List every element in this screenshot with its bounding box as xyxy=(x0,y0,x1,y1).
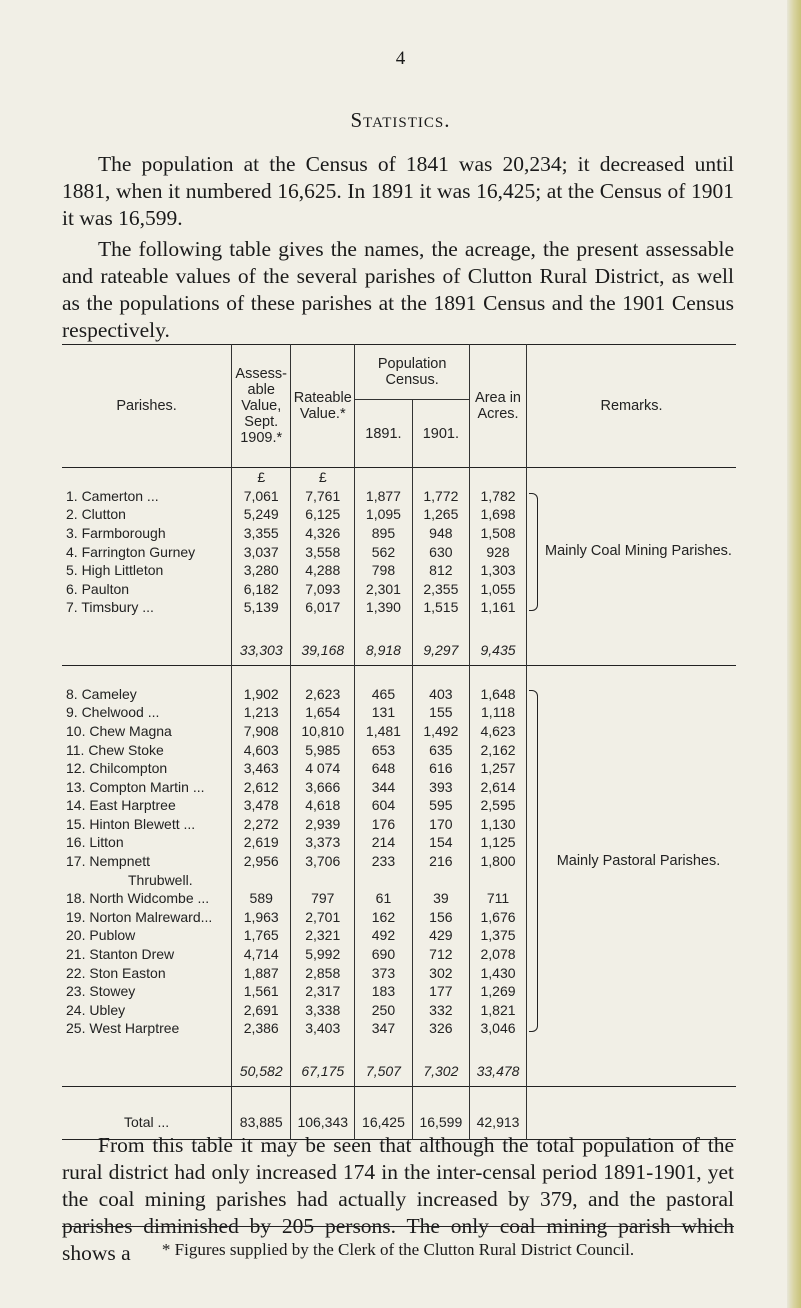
cell-pop1901: 403 xyxy=(412,684,469,703)
table-row xyxy=(62,487,736,506)
subtotal-area: 9,435 xyxy=(470,635,527,665)
cell-assessable: 2,386 xyxy=(232,1019,291,1038)
cell-assessable: 1,765 xyxy=(232,926,291,945)
section-heading: Statistics. xyxy=(350,108,451,132)
header-parishes: Parishes. xyxy=(116,398,177,414)
cell-rateable: 7,761 xyxy=(291,487,355,506)
parish-name: 15. Hinton Blewett ... xyxy=(66,815,196,832)
cell-rateable: 4 074 xyxy=(291,759,355,778)
cell-area: 1,161 xyxy=(470,598,527,617)
cell-pop1901: 1,492 xyxy=(412,722,469,741)
cell-rateable: 7,093 xyxy=(291,580,355,599)
cell-assessable: 2,612 xyxy=(232,777,291,796)
cell-rateable: 3,373 xyxy=(291,833,355,852)
cell-pop1891: 690 xyxy=(355,945,412,964)
parish-name: 1. Camerton ... xyxy=(66,487,159,504)
cell-pop1891: 604 xyxy=(355,796,412,815)
currency-symbol: £ xyxy=(291,468,355,487)
cell-pop1891: 1,481 xyxy=(355,722,412,741)
parish-name: 6. Paulton xyxy=(66,580,130,597)
cell-assessable: 6,182 xyxy=(232,580,291,599)
parish-name: 13. Compton Martin ... xyxy=(66,778,205,795)
cell-assessable: 1,561 xyxy=(232,982,291,1001)
cell-pop1891: 653 xyxy=(355,740,412,759)
subtotal-label xyxy=(62,635,232,665)
cell-area: 2,595 xyxy=(470,796,527,815)
cell-pop1901: 712 xyxy=(412,945,469,964)
cell-pop1891: 2,301 xyxy=(355,580,412,599)
cell-pop1891: 233 xyxy=(355,852,412,871)
header-remarks: Remarks. xyxy=(526,345,736,468)
cell-assessable: 3,355 xyxy=(232,524,291,543)
cell-rateable: 10,810 xyxy=(291,722,355,741)
parish-name: Thrubwell. xyxy=(128,871,193,888)
parish-name: 3. Farmborough xyxy=(66,525,166,542)
cell-assessable: 2,272 xyxy=(232,815,291,834)
cell-pop1901: 2,355 xyxy=(412,580,469,599)
parish-name: 17. Nempnett xyxy=(66,853,151,870)
cell-pop1891: 1,390 xyxy=(355,598,412,617)
cell-area: 3,046 xyxy=(470,1019,527,1038)
table-row xyxy=(62,684,736,703)
cell-pop1901: 177 xyxy=(412,982,469,1001)
subtotal-pop1901: 7,302 xyxy=(412,1056,469,1086)
cell-area: 2,614 xyxy=(470,777,527,796)
cell-assessable: 3,463 xyxy=(232,759,291,778)
cell-pop1901: 332 xyxy=(412,1001,469,1020)
cell-rateable: 4,618 xyxy=(291,796,355,815)
cell-pop1901: 39 xyxy=(412,889,469,908)
cell-assessable: 1,887 xyxy=(232,963,291,982)
cell-area: 4,623 xyxy=(470,722,527,741)
cell-rateable xyxy=(291,870,355,889)
parish-name: 8. Cameley xyxy=(66,685,137,702)
cell-assessable: 5,249 xyxy=(232,505,291,524)
brace-icon xyxy=(529,493,538,611)
parish-name: 10. Chew Magna xyxy=(66,722,172,739)
total-assessable: 83,885 xyxy=(232,1105,291,1139)
cell-rateable: 4,288 xyxy=(291,561,355,580)
cell-rateable: 3,558 xyxy=(291,542,355,561)
cell-rateable: 4,326 xyxy=(291,524,355,543)
parish-name: 23. Stowey xyxy=(66,983,136,1000)
cell-area: 1,257 xyxy=(470,759,527,778)
cell-pop1901: 326 xyxy=(412,1019,469,1038)
remark-empty xyxy=(526,635,736,665)
cell-pop1901: 630 xyxy=(412,542,469,561)
cell-area: 1,269 xyxy=(470,982,527,1001)
cell-rateable: 3,666 xyxy=(291,777,355,796)
cell-rateable: 2,939 xyxy=(291,815,355,834)
coal-subtotal-row xyxy=(62,635,736,665)
cell-area: 1,055 xyxy=(470,580,527,599)
page-edge xyxy=(787,0,801,1308)
parish-statistics-table xyxy=(62,344,736,1140)
parish-name: 11. Chew Stoke xyxy=(66,741,164,758)
cell-rateable: 3,338 xyxy=(291,1001,355,1020)
cell-pop1901: 635 xyxy=(412,740,469,759)
cell-pop1891: 176 xyxy=(355,815,412,834)
cell-pop1891: 648 xyxy=(355,759,412,778)
cell-area: 2,078 xyxy=(470,945,527,964)
cell-pop1901: 216 xyxy=(412,852,469,871)
pastoral-subtotal-row xyxy=(62,1056,736,1086)
remark-coal xyxy=(526,487,736,617)
total-area: 42,913 xyxy=(470,1105,527,1139)
cell-rateable: 5,985 xyxy=(291,740,355,759)
cell-pop1901: 1,265 xyxy=(412,505,469,524)
parish-name: 19. Norton Malreward... xyxy=(66,908,213,925)
cell-area: 1,698 xyxy=(470,505,527,524)
cell-area: 1,821 xyxy=(470,1001,527,1020)
cell-pop1891: 798 xyxy=(355,561,412,580)
cell-rateable: 3,403 xyxy=(291,1019,355,1038)
cell-pop1891: 131 xyxy=(355,703,412,722)
cell-area: 1,648 xyxy=(470,684,527,703)
cell-pop1901: 948 xyxy=(412,524,469,543)
cell-pop1901: 429 xyxy=(412,926,469,945)
cell-area: 1,676 xyxy=(470,908,527,927)
cell-pop1891: 895 xyxy=(355,524,412,543)
cell-area: 1,375 xyxy=(470,926,527,945)
cell-pop1891: 214 xyxy=(355,833,412,852)
cell-pop1891: 1,877 xyxy=(355,487,412,506)
cell-area: 1,782 xyxy=(470,487,527,506)
header-pop-1891: 1891. xyxy=(355,400,412,468)
cell-assessable: 3,037 xyxy=(232,542,291,561)
currency-symbol: £ xyxy=(232,468,291,487)
conclusion-paragraph: From this table it may be seen that although the total population of the rural district had only increased 174 in the inter-censal period 1891-1901, yet the coal mining parishes had actually increased by 379, and the pastoral parishes diminished by 205 persons. The only coal mining parish which shows a xyxy=(62,1133,734,1265)
cell-pop1901: 616 xyxy=(412,759,469,778)
parish-name: 24. Ubley xyxy=(66,1001,126,1018)
cell-area: 1,508 xyxy=(470,524,527,543)
cell-assessable: 1,902 xyxy=(232,684,291,703)
subtotal-label xyxy=(62,1056,232,1086)
cell-pop1901: 156 xyxy=(412,908,469,927)
remark-text: Mainly Pastoral Parishes. xyxy=(556,852,721,869)
parish-name: 18. North Widcombe ... xyxy=(66,890,210,907)
brace-icon xyxy=(529,690,538,1031)
cell-pop1891: 492 xyxy=(355,926,412,945)
total-pop1891: 16,425 xyxy=(355,1105,412,1139)
remark-text: Mainly Coal Mining Parishes. xyxy=(545,543,732,560)
cell-rateable: 6,017 xyxy=(291,598,355,617)
cell-rateable: 2,623 xyxy=(291,684,355,703)
cell-pop1901: 812 xyxy=(412,561,469,580)
parish-name: 14. East Harptree xyxy=(66,797,176,814)
parish-name: 16. Litton xyxy=(66,834,124,851)
total-pop1901: 16,599 xyxy=(412,1105,469,1139)
parish-name: 7. Timsbury ... xyxy=(66,599,154,616)
cell-pop1891: 1,095 xyxy=(355,505,412,524)
footnote: * Figures supplied by the Clerk of the Clutton Rural District Council. xyxy=(161,1240,635,1259)
cell-assessable: 2,619 xyxy=(232,833,291,852)
cell-pop1891: 562 xyxy=(355,542,412,561)
table-description-paragraph: The following table gives the names, the acreage, the present assessable and rateable values of the several parishes of Clutton Rural District, as well as the populations of these parishes at the 1891 Census and the 1901 Census respectively. xyxy=(62,237,734,342)
cell-area xyxy=(470,870,527,889)
cell-assessable: 2,691 xyxy=(232,1001,291,1020)
cell-pop1891: 465 xyxy=(355,684,412,703)
cell-pop1891: 61 xyxy=(355,889,412,908)
cell-area: 1,800 xyxy=(470,852,527,871)
cell-area: 1,430 xyxy=(470,963,527,982)
cell-pop1901: 155 xyxy=(412,703,469,722)
cell-assessable: 7,061 xyxy=(232,487,291,506)
parish-name: 20. Publow xyxy=(66,927,136,944)
subtotal-rateable: 39,168 xyxy=(291,635,355,665)
cell-rateable: 1,654 xyxy=(291,703,355,722)
cell-pop1891: 344 xyxy=(355,777,412,796)
header-population: Population Census. xyxy=(355,345,470,400)
cell-pop1901: 595 xyxy=(412,796,469,815)
cell-area: 1,303 xyxy=(470,561,527,580)
parish-name: 21. Stanton Drew xyxy=(66,946,175,963)
subtotal-pop1901: 9,297 xyxy=(412,635,469,665)
cell-assessable: 1,963 xyxy=(232,908,291,927)
cell-assessable: 1,213 xyxy=(232,703,291,722)
cell-assessable: 4,714 xyxy=(232,945,291,964)
intro-paragraph: The population at the Census of 1841 was 20,234; it decreased until 1881, when it numbered 16,625. In 1891 it was 16,425; at the Census of 1901 it was 16,599. xyxy=(62,152,734,230)
subtotal-pop1891: 7,507 xyxy=(355,1056,412,1086)
cell-area: 928 xyxy=(470,542,527,561)
parish-name: 25. West Harptree xyxy=(66,1020,180,1037)
footnote-divider xyxy=(62,1226,734,1227)
cell-pop1891 xyxy=(355,870,412,889)
parish-name: 22. Ston Easton xyxy=(66,964,166,981)
cell-pop1901: 393 xyxy=(412,777,469,796)
cell-rateable: 797 xyxy=(291,889,355,908)
cell-assessable: 4,603 xyxy=(232,740,291,759)
cell-pop1891: 250 xyxy=(355,1001,412,1020)
cell-rateable: 5,992 xyxy=(291,945,355,964)
header-rateable: Rateable Value.* xyxy=(291,345,355,468)
remark-pastoral xyxy=(526,684,736,1037)
cell-rateable: 6,125 xyxy=(291,505,355,524)
cell-rateable: 2,701 xyxy=(291,908,355,927)
cell-pop1901 xyxy=(412,870,469,889)
cell-pop1901: 1,772 xyxy=(412,487,469,506)
cell-assessable: 5,139 xyxy=(232,598,291,617)
cell-pop1901: 1,515 xyxy=(412,598,469,617)
table-header-row xyxy=(62,345,736,400)
subtotal-pop1891: 8,918 xyxy=(355,635,412,665)
subtotal-area: 33,478 xyxy=(470,1056,527,1086)
total-label: Total ... xyxy=(124,1114,170,1131)
parish-name: 5. High Littleton xyxy=(66,562,164,579)
cell-rateable: 2,858 xyxy=(291,963,355,982)
cell-area: 1,118 xyxy=(470,703,527,722)
cell-pop1901: 302 xyxy=(412,963,469,982)
cell-area: 1,130 xyxy=(470,815,527,834)
cell-pop1901: 154 xyxy=(412,833,469,852)
cell-pop1891: 162 xyxy=(355,908,412,927)
cell-pop1891: 373 xyxy=(355,963,412,982)
cell-assessable: 589 xyxy=(232,889,291,908)
cell-rateable: 3,706 xyxy=(291,852,355,871)
cell-area: 711 xyxy=(470,889,527,908)
cell-assessable: 3,478 xyxy=(232,796,291,815)
cell-assessable: 7,908 xyxy=(232,722,291,741)
header-pop-1901: 1901. xyxy=(412,400,469,468)
parish-name: 9. Chelwood ... xyxy=(66,704,160,721)
subtotal-assessable: 33,303 xyxy=(232,635,291,665)
page-number: 4 xyxy=(395,48,406,69)
cell-area: 1,125 xyxy=(470,833,527,852)
total-rateable: 106,343 xyxy=(291,1105,355,1139)
parish-name: 2. Clutton xyxy=(66,506,126,523)
remark-empty xyxy=(526,1056,736,1086)
cell-area: 2,162 xyxy=(470,740,527,759)
cell-assessable: 2,956 xyxy=(232,852,291,871)
subtotal-assessable: 50,582 xyxy=(232,1056,291,1086)
cell-assessable: 3,280 xyxy=(232,561,291,580)
cell-pop1901: 170 xyxy=(412,815,469,834)
cell-rateable: 2,321 xyxy=(291,926,355,945)
subtotal-rateable: 67,175 xyxy=(291,1056,355,1086)
header-area: Area in Acres. xyxy=(470,345,527,468)
cell-pop1891: 183 xyxy=(355,982,412,1001)
parish-name: 4. Farrington Gurney xyxy=(66,543,196,560)
header-assessable: Assess-able Value, Sept. 1909.* xyxy=(232,345,291,468)
cell-pop1891: 347 xyxy=(355,1019,412,1038)
cell-assessable xyxy=(232,870,291,889)
parish-name: 12. Chilcompton xyxy=(66,760,168,777)
cell-rateable: 2,317 xyxy=(291,982,355,1001)
currency-row xyxy=(62,468,736,487)
